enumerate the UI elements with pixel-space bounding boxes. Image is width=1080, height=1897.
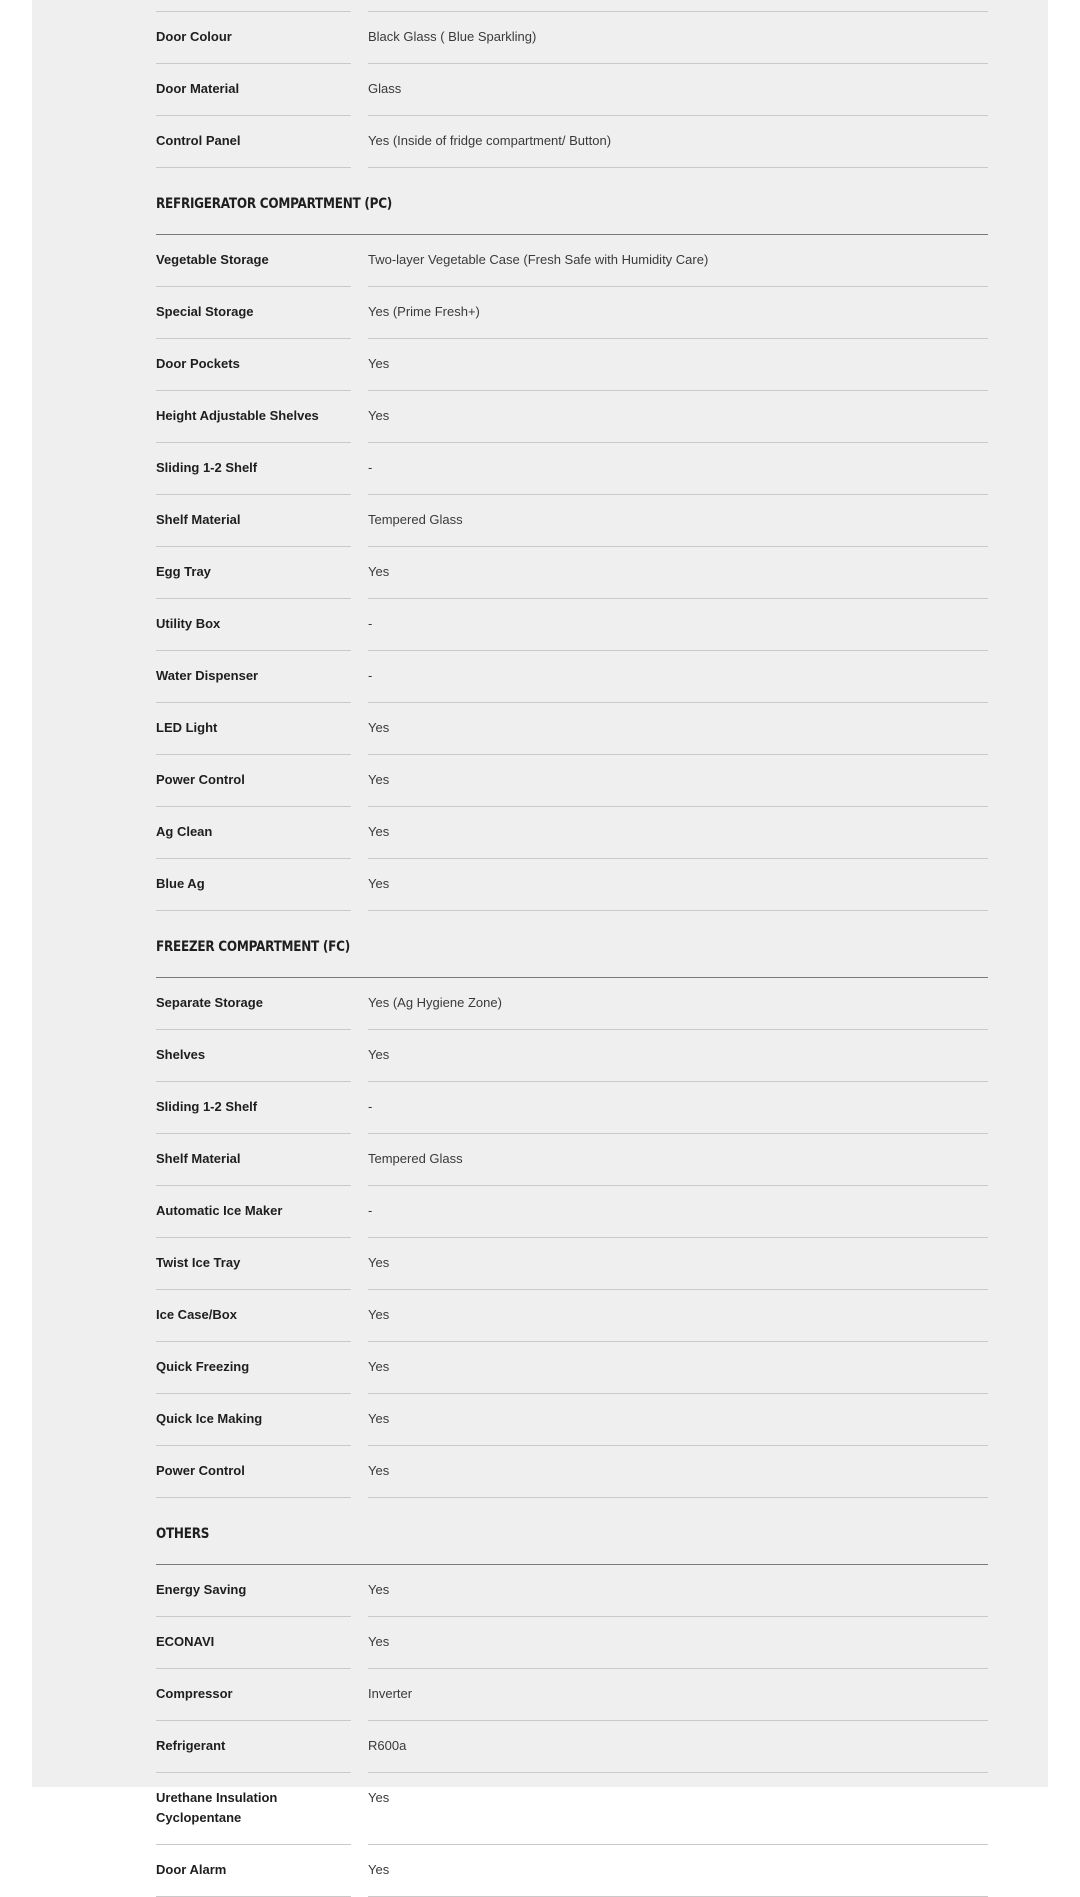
spec-label: Shelf Material [156,1151,241,1166]
section-title: FREEZER COMPARTMENT (FC) [156,939,350,955]
spec-label: Separate Storage [156,995,263,1010]
spec-label: Power Control [156,1463,245,1478]
spec-row [156,1773,988,1845]
spec-label: Door Pockets [156,356,240,371]
spec-value: - [368,616,373,631]
spec-row [156,1342,988,1394]
section-header [156,911,988,978]
spec-label: Quick Freezing [156,1359,250,1374]
refrigerator-section [156,168,988,911]
spec-value: Glass [368,81,402,96]
spec-label: Shelves [156,1047,206,1062]
spec-row [156,703,988,755]
spec-value: Yes [368,1463,390,1478]
spec-row [156,1134,988,1186]
spec-label: Special Storage [156,304,254,319]
spec-label: Automatic Ice Maker [156,1203,283,1218]
spec-label: Control Panel [156,133,241,148]
spec-row [156,1565,988,1617]
spec-label: Shelf Material [156,512,241,527]
spec-row [156,1186,988,1238]
spec-label: Refrigerant [156,1738,226,1753]
spec-value: Yes (Prime Fresh+) [368,304,480,319]
spec-value: Yes [368,564,390,579]
spec-value: Yes [368,1634,390,1649]
spec-label: Sliding 1-2 Shelf [156,460,258,475]
spec-label: Egg Tray [156,564,211,579]
spec-table [156,0,988,1897]
spec-label: Water Dispenser [156,668,259,683]
spec-value: Yes [368,824,390,839]
spec-value: - [368,460,373,475]
spec-row [156,1290,988,1342]
spec-label: Twist Ice Tray [156,1255,241,1270]
spec-row [156,807,988,859]
spec-value: Yes [368,876,390,891]
spec-label: ECONAVI [156,1634,215,1649]
spec-row [156,1446,988,1498]
spec-value: Inverter [368,1686,413,1701]
spec-row [156,391,988,443]
spec-label: Utility Box [156,616,221,631]
spec-row [156,116,988,168]
spec-value: Yes (Inside of fridge compartment/ Button) [368,133,612,148]
others-section [156,1498,988,1897]
spec-row [156,1082,988,1134]
spec-row [156,1721,988,1773]
section-title: REFRIGERATOR COMPARTMENT (PC) [156,196,393,212]
spec-value: Yes [368,1862,390,1877]
spec-label: Ag Clean [156,824,213,839]
spec-row [156,495,988,547]
spec-row [156,599,988,651]
spec-label: Energy Saving [156,1582,247,1597]
spec-label: Height Adjustable Shelves [156,408,319,423]
spec-row [156,235,988,287]
spec-label: Vegetable Storage [156,252,269,267]
spec-value: Yes [368,1411,390,1426]
section-header [156,168,988,235]
spec-label: Door Colour [156,29,232,44]
spec-row [156,1617,988,1669]
spec-label: Ice Case/Box [156,1307,237,1322]
spec-value: Yes [368,1582,390,1597]
spec-value: Yes [368,1307,390,1322]
spec-label: Sliding 1-2 Shelf [156,1099,258,1114]
spec-row [156,1845,988,1897]
spec-label: Compressor [156,1686,233,1701]
spec-value: Yes [368,1359,390,1374]
spec-row [156,287,988,339]
spec-value: Yes [368,1255,390,1270]
spec-row [156,651,988,703]
spec-value: Black Glass ( Blue Sparkling) [368,29,537,44]
spec-label: Blue Ag [156,876,205,891]
spec-value: Two-layer Vegetable Case (Fresh Safe with Humidity Care) [368,252,709,267]
spec-value: Yes [368,408,390,423]
spec-value: Tempered Glass [368,1151,463,1166]
spec-value: Yes [368,1047,390,1062]
spec-value: Yes [368,1790,390,1805]
spec-value: Tempered Glass [368,512,463,527]
spec-row [156,64,988,116]
spec-row [156,1394,988,1446]
spec-row [156,755,988,807]
spec-row [156,12,988,64]
spec-row [156,1030,988,1082]
spec-row [156,443,988,495]
general-section [156,12,988,168]
freezer-section [156,911,988,1498]
spec-value: Yes [368,772,390,787]
spec-value: Yes [368,720,390,735]
spec-value: - [368,1099,373,1114]
spec-value: Yes [368,356,390,371]
section-header [156,1498,988,1565]
spec-row [156,547,988,599]
spec-label: Urethane Insulation Cyclopentane [156,1790,278,1825]
spec-row [156,1669,988,1721]
spec-label: Door Material [156,81,240,96]
top-divider [156,0,988,12]
spec-label: LED Light [156,720,218,735]
spec-row [156,339,988,391]
section-title: OTHERS [156,1526,210,1542]
spec-row [156,978,988,1030]
spec-panel [32,0,1048,1877]
spec-value: - [368,1203,373,1218]
spec-row [156,1238,988,1290]
spec-label: Quick Ice Making [156,1411,263,1426]
spec-label: Door Alarm [156,1862,227,1877]
spec-label: Power Control [156,772,245,787]
spec-row [156,859,988,911]
spec-value: R600a [368,1738,407,1753]
spec-value: - [368,668,373,683]
spec-value: Yes (Ag Hygiene Zone) [368,995,502,1010]
